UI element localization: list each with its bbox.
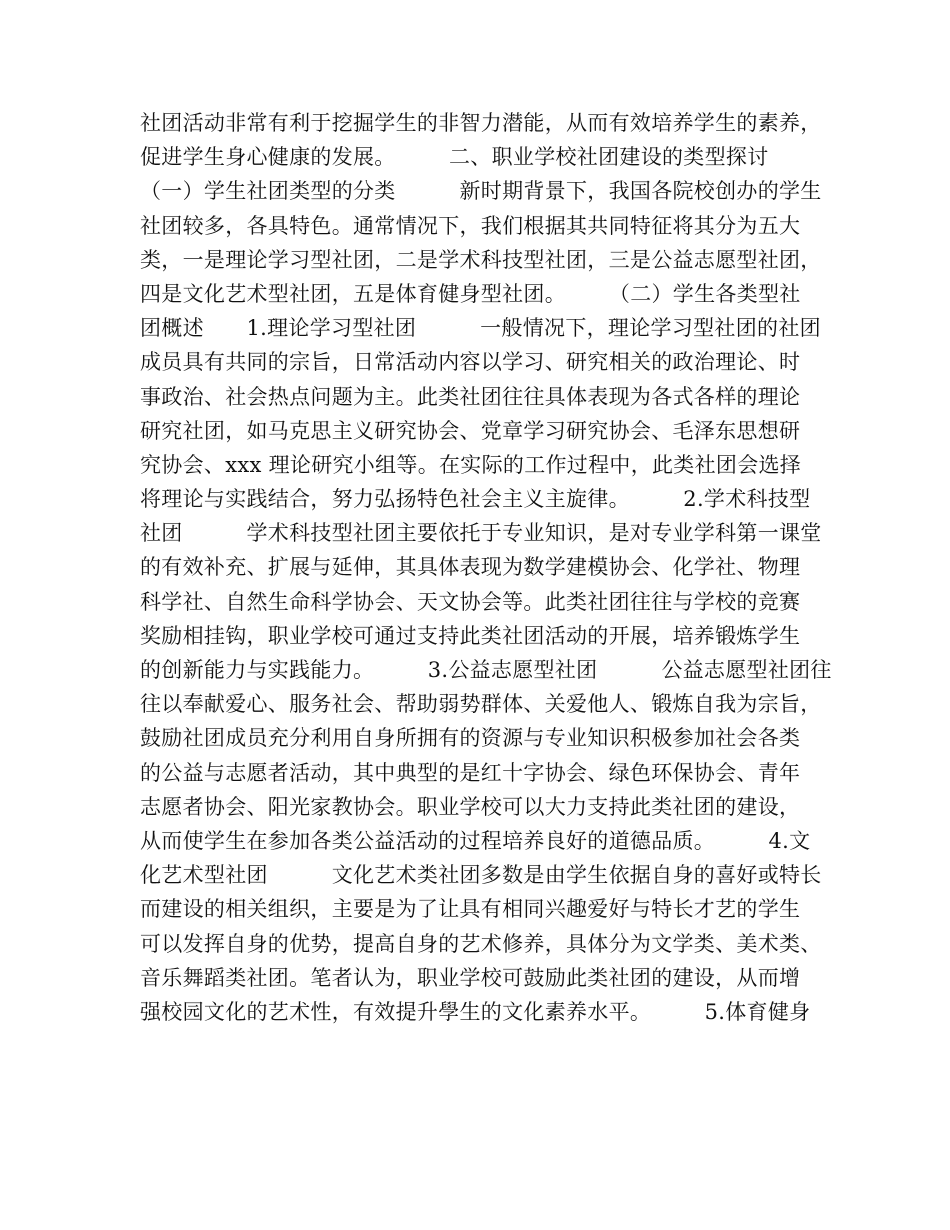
text-line: 成员具有共同的宗旨，日常活动内容以学习、研究相关的政治理论、时 <box>140 350 801 375</box>
text-line: 的创新能力与实践能力。 3.公益志愿型社团 公益志愿型社团往 <box>140 658 832 682</box>
text-line: 的公益与志愿者活动，其中典型的是红十字协会、绿色环保协会、青年 <box>140 760 801 785</box>
text-line: 促进学生身心健康的发展。 二、职业学校社团建设的类型探讨 <box>140 145 769 170</box>
text-line: 志愿者协会、阳光家教协会。职业学校可以大力支持此类社团的建设， <box>140 794 801 819</box>
text-line: 音乐舞蹈类社团。笔者认为，职业学校可鼓励此类社团的建设，从而增 <box>140 965 801 990</box>
text-line: 究协会、xxx 理论研究小组等。在实际的工作过程中，此类社团会选择 <box>140 452 802 477</box>
text-line: 社团较多，各具特色。通常情况下，我们根据其共同特征将其分为五大 <box>140 213 801 238</box>
text-line: 社团 学术科技型社团主要依托于专业知识，是对专业学科第一课堂 <box>140 521 822 546</box>
text-line: 四是文化艺术型社团，五是体育健身型社团。 （二）学生各类型社 <box>140 281 801 306</box>
text-line: 可以发挥自身的优势，提高自身的艺术修养，具体分为文学类、美术类、 <box>140 931 822 956</box>
body-paragraph <box>140 106 830 1029</box>
text-line: 事政治、社会热点问题为主。此类社团往往具体表现为各式各样的理论 <box>140 384 801 409</box>
text-line: 化艺术型社团 文化艺术类社团多数是由学生依据自身的喜好或特长 <box>140 863 822 888</box>
text-line: 科学社、自然生命科学协会、天文协会等。此类社团往往与学校的竞赛 <box>140 589 801 614</box>
text-line: 往以奉献爱心、服务社会、帮助弱势群体、关爱他人、锻炼自我为宗旨， <box>140 692 822 717</box>
text-line: 强校园文化的艺术性，有效提升學生的文化素养水平。 5.体育健身 <box>140 999 811 1024</box>
text-line: 研究社团，如马克思主义研究协会、党章学习研究协会、毛泽东思想研 <box>140 418 801 443</box>
text-line: 的有效补充、扩展与延伸，其具体表现为数学建模协会、化学社、物理 <box>140 555 801 580</box>
text-line: 鼓励社团成员充分利用自身所拥有的资源与专业知识积极参加社会各类 <box>140 726 801 751</box>
text-line: 团概述 1.理论学习型社团 一般情况下，理论学习型社团的社团 <box>140 316 821 341</box>
text-line: 奖励相挂钩，职业学校可通过支持此类社团活动的开展，培养锻炼学生 <box>140 623 801 648</box>
text-line: 将理论与实践结合，努力弘扬特色社会主义主旋律。 2.学术科技型 <box>140 487 811 512</box>
text-line: 而建设的相关组织，主要是为了让具有相同兴趣爱好与特长才艺的学生 <box>140 897 801 922</box>
text-line: 社团活动非常有利于挖掘学生的非智力潜能，从而有效培养学生的素养， <box>140 111 822 135</box>
text-line: 从而使学生在参加各类公益活动的过程培养良好的道德品质。 4.文 <box>140 828 811 853</box>
text-line: 类，一是理论学习型社团，二是学术科技型社团，三是公益志愿型社团， <box>140 247 822 272</box>
text-line: （一）学生社团类型的分类 新时期背景下，我国各院校创办的学生 <box>140 179 822 204</box>
